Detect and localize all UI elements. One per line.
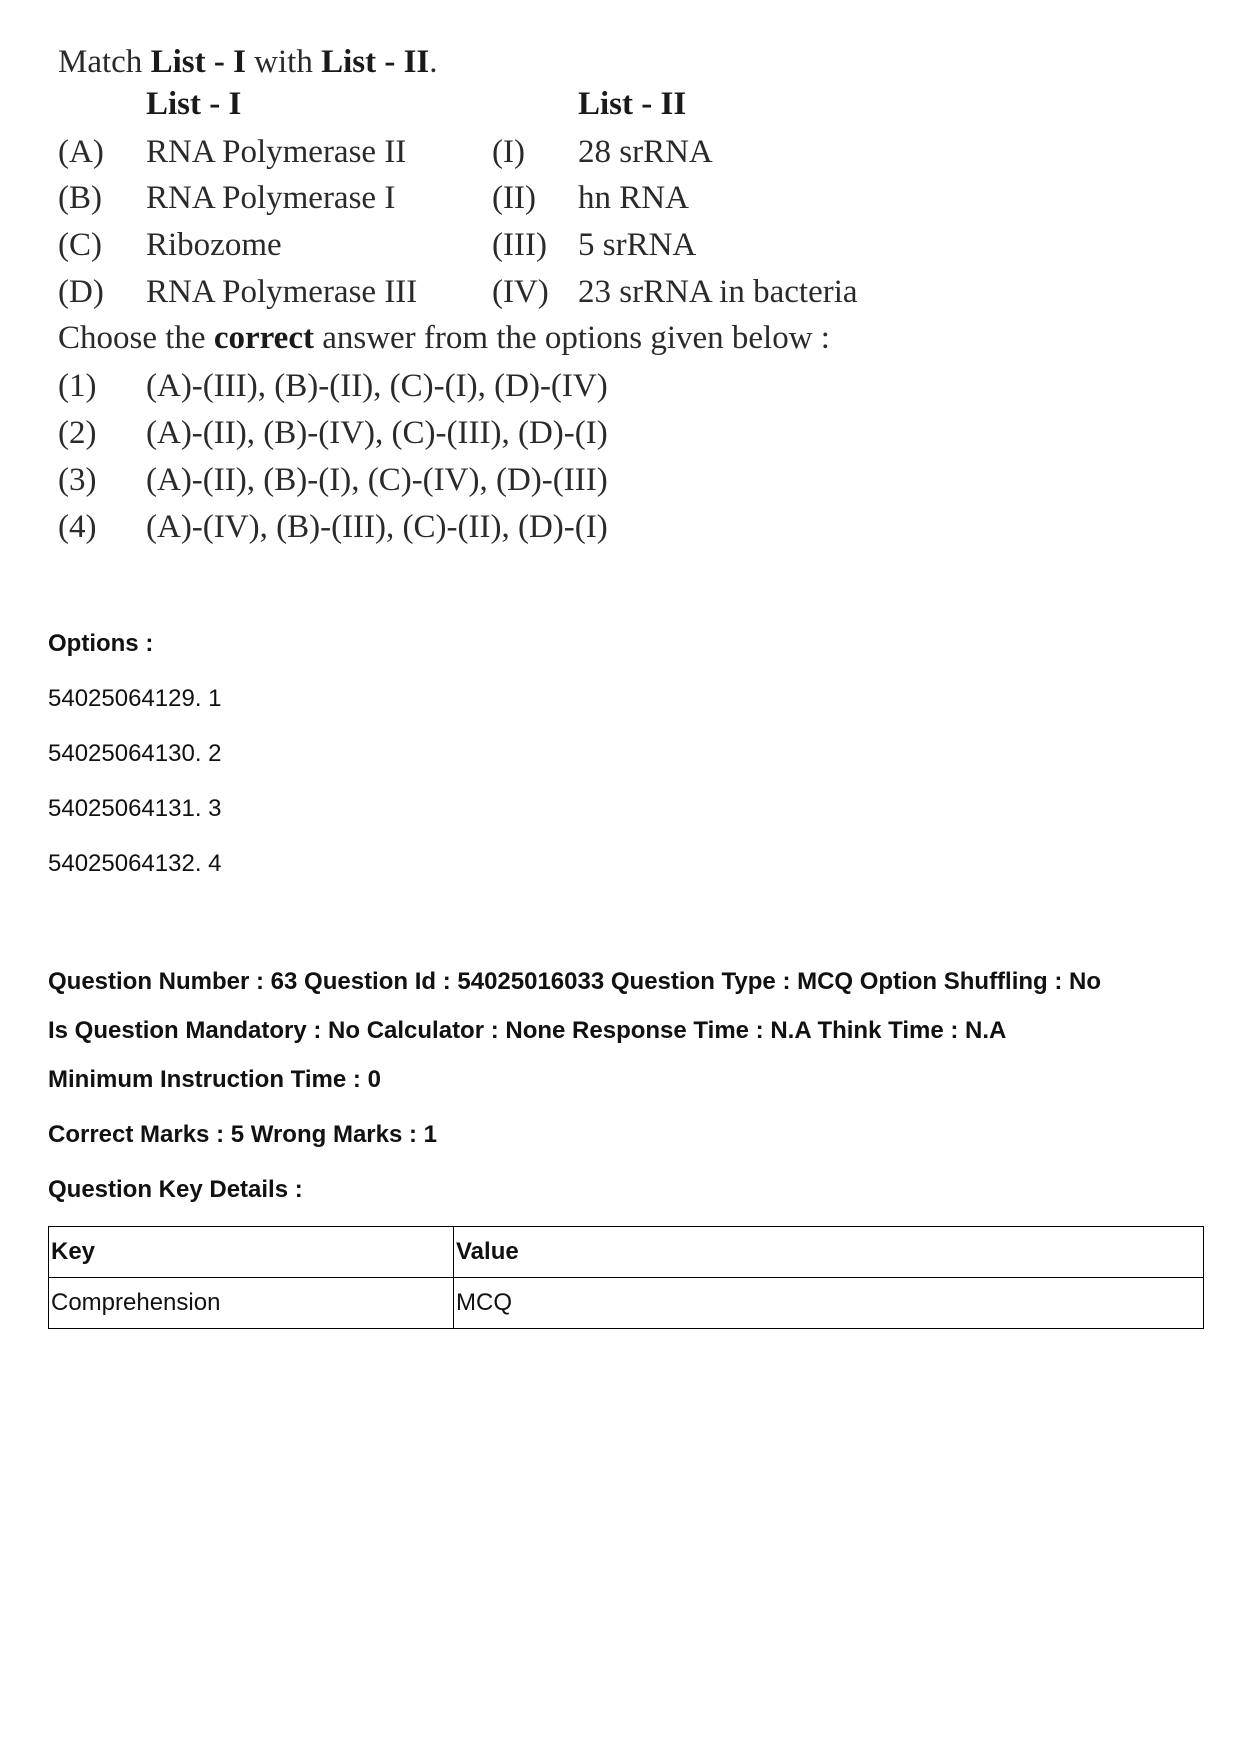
list2-header: List - II xyxy=(578,86,687,122)
table-header-row xyxy=(49,1227,1204,1278)
table-header-key: Key xyxy=(49,1227,454,1278)
match-instruction: Match List - I with List - II. xyxy=(58,44,438,80)
option-item: 54025064130. 2 xyxy=(48,740,222,767)
table-header-value: Value xyxy=(454,1227,1204,1278)
question-meta-line1: Question Number : 63 Question Id : 54025016033 Question Type : MCQ Option Shuffling : No xyxy=(48,968,1102,995)
key-details-label: Question Key Details : xyxy=(48,1176,303,1203)
option-item: 54025064132. 4 xyxy=(48,850,222,877)
question-meta-line2: Is Question Mandatory : No Calculator : None Response Time : N.A Think Time : N.A xyxy=(48,1017,1007,1044)
options-label: Options : xyxy=(48,630,154,657)
option-item: 54025064129. 1 xyxy=(48,685,222,712)
option-item: 54025064131. 3 xyxy=(48,795,222,822)
list1-header: List - I xyxy=(146,86,242,122)
key-details-table xyxy=(48,1226,1204,1329)
marks-line: Correct Marks : 5 Wrong Marks : 1 xyxy=(48,1121,438,1148)
table-cell-value: MCQ xyxy=(454,1278,1204,1329)
question-meta-line3: Minimum Instruction Time : 0 xyxy=(48,1066,381,1093)
table-row xyxy=(49,1278,1204,1329)
choose-instruction: Choose the correct answer from the options given below : xyxy=(58,320,830,356)
table-cell-key: Comprehension xyxy=(49,1278,454,1329)
